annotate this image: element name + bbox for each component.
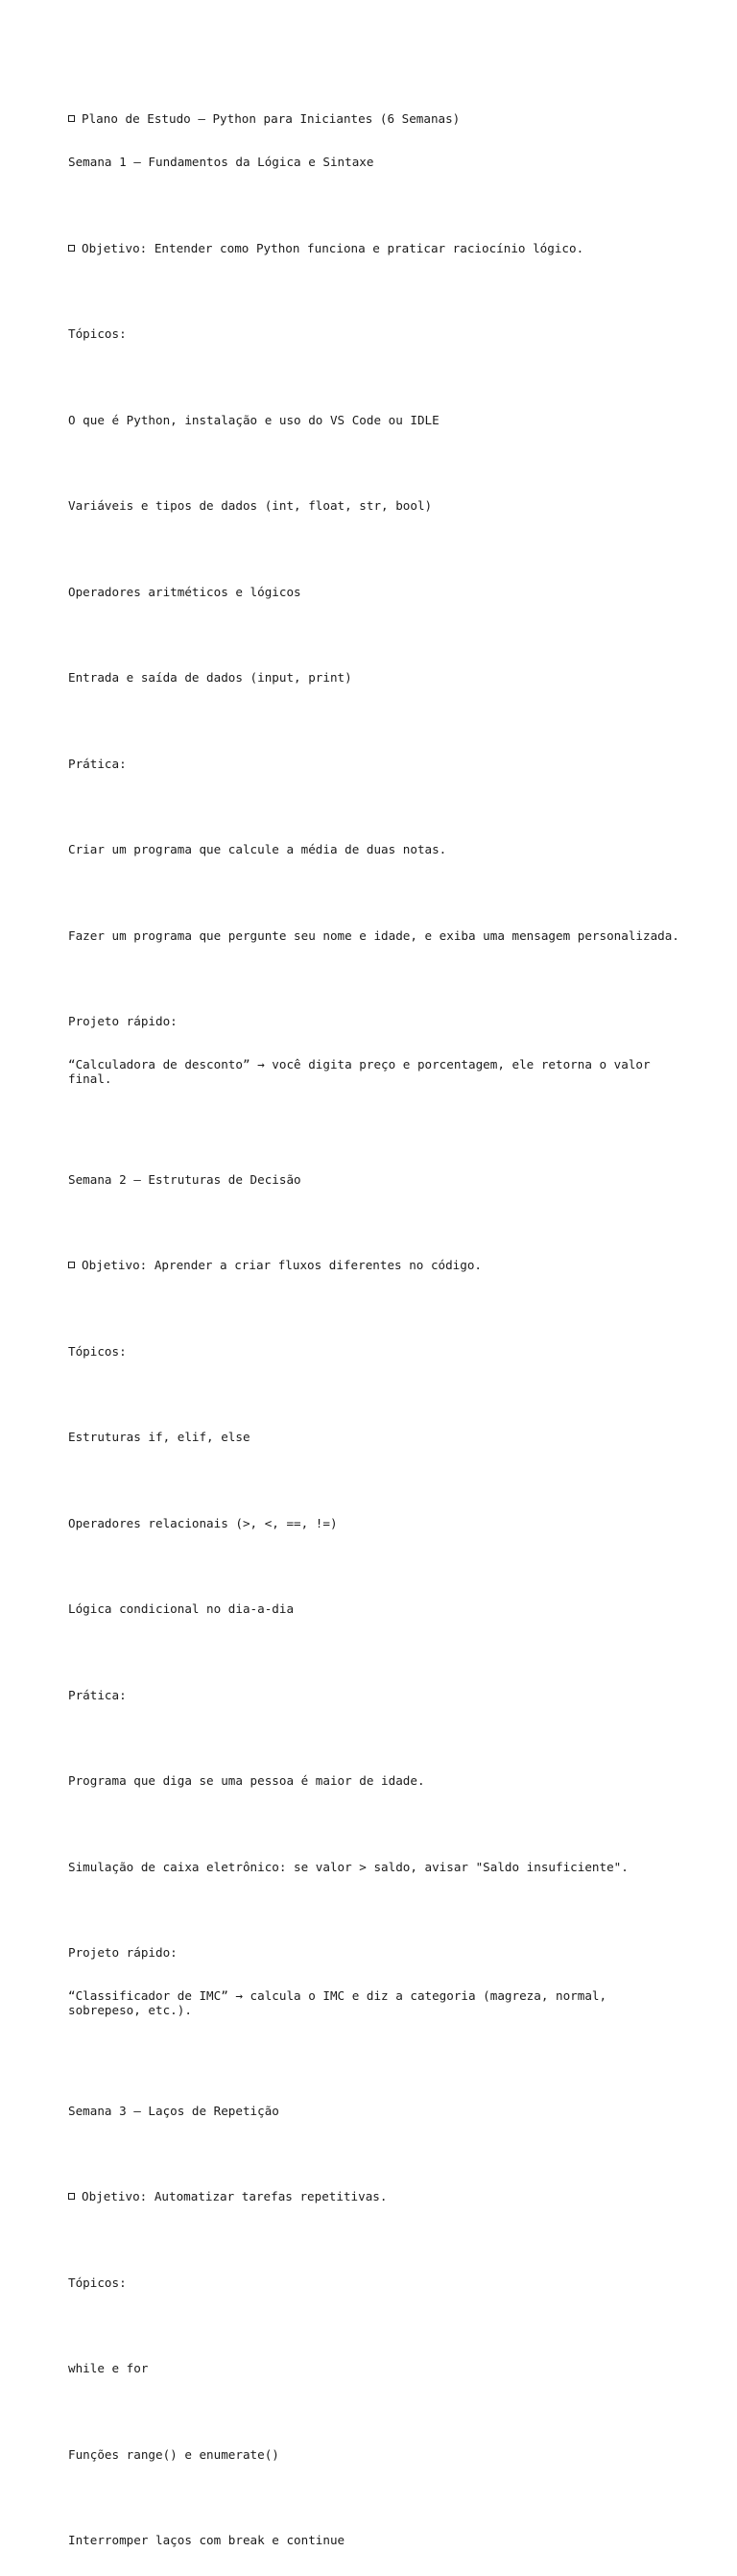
week1-project: “Calculadora de desconto” → você digita preço e porcentagem, ele retorna o valor final. <box>68 1057 658 1086</box>
week3-topic: while e for <box>68 2361 149 2375</box>
week1-practice-item: Fazer um programa que pergunte seu nome e idade, e exiba uma mensagem personalizada. <box>68 927 679 943</box>
week1-practice-label: Prática: <box>68 756 127 771</box>
week2-practice-label: Prática: <box>68 1687 127 1702</box>
bullet-icon <box>68 2193 75 2200</box>
week3-topic: Interromper laços com break e continue <box>68 2533 345 2547</box>
week2-topic: Lógica condicional no dia-a-dia <box>68 1601 295 1616</box>
week2-practice-item: Programa que diga se uma pessoa é maior de idade. <box>68 1773 425 1788</box>
document-title: Plano de Estudo – Python para Iniciantes (6 Semanas) <box>82 111 461 126</box>
week1-topic: O que é Python, instalação e uso do VS Code ou IDLE <box>68 412 440 427</box>
week1-heading: Semana 1 – Fundamentos da Lógica e Sintaxe <box>68 155 374 169</box>
week3-heading: Semana 3 – Laços de Repetição <box>68 2103 279 2118</box>
week1-project-label: Projeto rápido: <box>68 1014 178 1028</box>
week1-objective: Objetivo: Entender como Python funciona e praticar raciocínio lógico. <box>82 240 584 255</box>
week1-topics-label: Tópicos: <box>68 326 127 341</box>
week2-topic: Operadores relacionais (>, <, ==, !=) <box>68 1515 338 1530</box>
week3-topics-label: Tópicos: <box>68 2275 127 2290</box>
week2-project-label: Projeto rápido: <box>68 1945 178 1960</box>
week3-objective: Objetivo: Automatizar tarefas repetitivas. <box>82 2189 388 2203</box>
week3-objective-line <box>68 2189 682 2203</box>
document-title-line <box>68 111 682 126</box>
bullet-icon <box>68 1262 75 1268</box>
bullet-icon <box>68 115 75 122</box>
week2-objective-line <box>68 1258 682 1272</box>
week1-topic: Operadores aritméticos e lógicos <box>68 584 301 599</box>
document-body <box>68 68 682 2576</box>
week2-project: “Classificador de IMC” → calcula o IMC e diz a categoria (magreza, normal, sobrepeso, etc.). <box>68 1988 614 2017</box>
week1-topic: Variáveis e tipos de dados (int, float, str, bool) <box>68 498 433 513</box>
week1-objective-line <box>68 241 682 255</box>
week2-topic: Estruturas if, elif, else <box>68 1430 250 1444</box>
week2-topics-label: Tópicos: <box>68 1343 127 1359</box>
week1-practice-item: Criar um programa que calcule a média de duas notas. <box>68 842 447 856</box>
week2-practice-item: Simulação de caixa eletrônico: se valor > saldo, avisar "Saldo insuficiente". <box>68 1859 629 1874</box>
week3-topic: Funções range() e enumerate() <box>68 2446 279 2462</box>
bullet-icon <box>68 245 75 252</box>
week2-heading: Semana 2 – Estruturas de Decisão <box>68 1171 301 1187</box>
week2-objective: Objetivo: Aprender a criar fluxos diferentes no código. <box>82 1258 483 1272</box>
week1-topic: Entrada e saída de dados (input, print) <box>68 670 352 685</box>
